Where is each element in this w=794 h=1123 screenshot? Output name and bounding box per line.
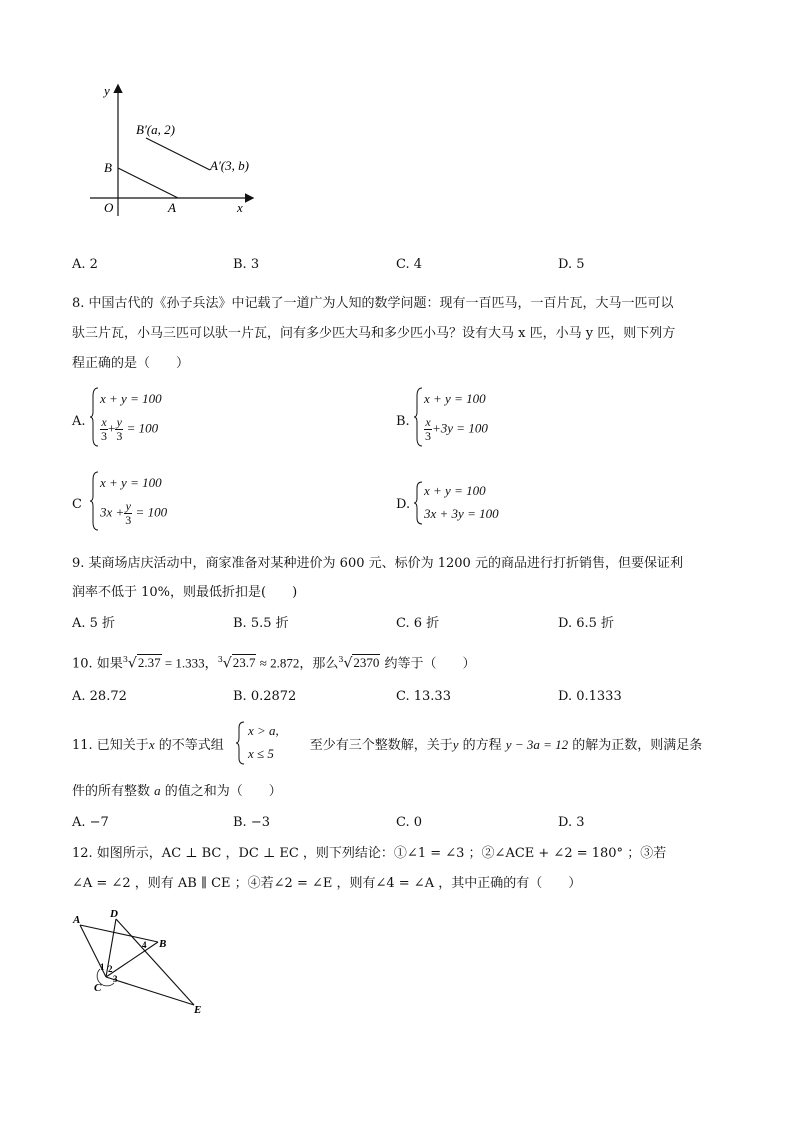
q8-d-eq1: x + y = 100 (424, 483, 486, 498)
q8-option-a-system[interactable] (90, 386, 210, 448)
q10-option-a[interactable]: A. 28.72 (72, 689, 127, 704)
point-d-label: D (110, 908, 118, 920)
q10-option-d[interactable]: D. 0.1333 (558, 689, 622, 704)
q11-option-c[interactable]: C. 0 (396, 815, 423, 830)
q10-option-c[interactable]: C. 13.33 (396, 689, 451, 704)
q11-option-d[interactable]: D. 3 (558, 815, 585, 830)
q8-option-c-system[interactable] (90, 470, 220, 532)
q11-ineq2: x ≤ 5 (248, 746, 274, 761)
x-axis-label: x (237, 200, 243, 215)
point-c-label: C (94, 982, 102, 994)
segment-cb (106, 942, 158, 977)
point-e-label: E (194, 1004, 202, 1016)
q8-b-eq2: $\frac{x}{3}$ +3y = 100 (425, 415, 488, 443)
point-b-label: B (159, 938, 167, 950)
point-a-label: A (168, 200, 176, 215)
q8-a-eq1: x + y = 100 (100, 391, 162, 406)
q9-text-line1: 9. 某商场店庆活动中，商家准备对某种进价为 600 元、标价为 1200 元的商品进行打折销售，但要保证利 (72, 556, 683, 571)
q8-option-b-system[interactable] (414, 386, 544, 448)
q7-option-c[interactable]: C. 4 (396, 257, 423, 272)
angle-2-label: 2 (108, 964, 113, 974)
q11-text-line1: 11. 已知关于x 的不等式组 至少有三个整数解，关于y 的方程 y − 3a = 12 的解为正数，则满足条 (72, 737, 703, 753)
q7-option-a[interactable]: A. 2 (72, 257, 98, 272)
q8-b-eq1: x + y = 100 (424, 391, 486, 406)
q7-option-b[interactable]: B. 3 (233, 257, 260, 272)
q9-option-c[interactable]: C. 6 折 (396, 616, 440, 631)
q8-option-d-system[interactable] (414, 480, 544, 526)
segment-ab (118, 168, 178, 198)
q8-option-a-label[interactable]: A. (72, 414, 86, 429)
angle-1-label: 1 (100, 962, 105, 972)
q10-option-b[interactable]: B. 0.2872 (233, 689, 297, 704)
q9-text-line2: 润率不低于 10%，则最低折扣是( ) (72, 585, 298, 600)
q8-text-line2: 驮三片瓦，小马三匹可以驮一片瓦，问有多少匹大马和多少匹小马？设有大马 x 匹，小马 y 匹，则下列方 (72, 326, 676, 341)
q11-text-line2: 件的所有整数 a 的值之和为（ ） (72, 783, 282, 799)
q8-text-line1: 8. 中国古代的《孙子兵法》中记载了一道广为人知的数学问题：现有一百匹马，一百片瓦，大马一匹可以 (72, 296, 674, 311)
point-aprime-label: A′(3, b) (210, 158, 249, 173)
origin-label: O (104, 200, 114, 215)
geometry-figure (70, 905, 220, 1020)
y-axis-label: y (104, 83, 110, 98)
q8-option-d-label[interactable]: D. (396, 497, 411, 512)
segment-bprime-aprime (146, 138, 210, 170)
q10-text: 10. 如果$^3$√2.37 = 1.333，$^3$√23.7 ≈ 2.872，那么$^3$√2370 约等于（ ） (72, 655, 476, 672)
coordinate-figure (80, 80, 280, 220)
angle-3-label: 3 (113, 974, 118, 984)
q11-inequality-system (236, 720, 296, 766)
q9-option-d[interactable]: D. 6.5 折 (558, 616, 615, 631)
q12-text-line1: 12. 如图所示，AC ⊥ BC ，DC ⊥ EC ，则下列结论：①∠1 = ∠3 ；②∠ACE + ∠2 = 180° ；③若 (72, 846, 667, 861)
q8-c-eq2: 3x + $\frac{y}{3}$ = 100 (100, 499, 168, 527)
angle-4-label: 4 (142, 940, 147, 950)
q8-option-c-label[interactable]: C (72, 497, 82, 512)
q11-option-a[interactable]: A. −7 (72, 815, 109, 830)
q11-option-b[interactable]: B. −3 (233, 815, 270, 830)
q8-c-eq1: x + y = 100 (100, 475, 162, 490)
q11-ineq1: x > a, (248, 723, 279, 738)
q8-a-eq2: $\frac{x}{3}$ + $\frac{y}{3}$ = 100 (101, 415, 159, 443)
point-b-label: B (104, 160, 112, 175)
point-bprime-label: B′(a, 2) (136, 122, 175, 137)
q8-option-b-label[interactable]: B. (396, 414, 410, 429)
point-a-label: A (73, 914, 81, 926)
q8-text-line3: 程正确的是（ ） (72, 356, 190, 371)
q9-option-a[interactable]: A. 5 折 (72, 616, 116, 631)
q8-d-eq2: 3x + 3y = 100 (424, 506, 499, 521)
q7-option-d[interactable]: D. 5 (558, 257, 585, 272)
q9-option-b[interactable]: B. 5.5 折 (233, 616, 289, 631)
q12-text-line2: ∠A = ∠2 ，则有 AB ∥ CE ；④若∠2 = ∠E ，则有∠4 = ∠A ，其中正确的有（ ） (72, 876, 582, 891)
